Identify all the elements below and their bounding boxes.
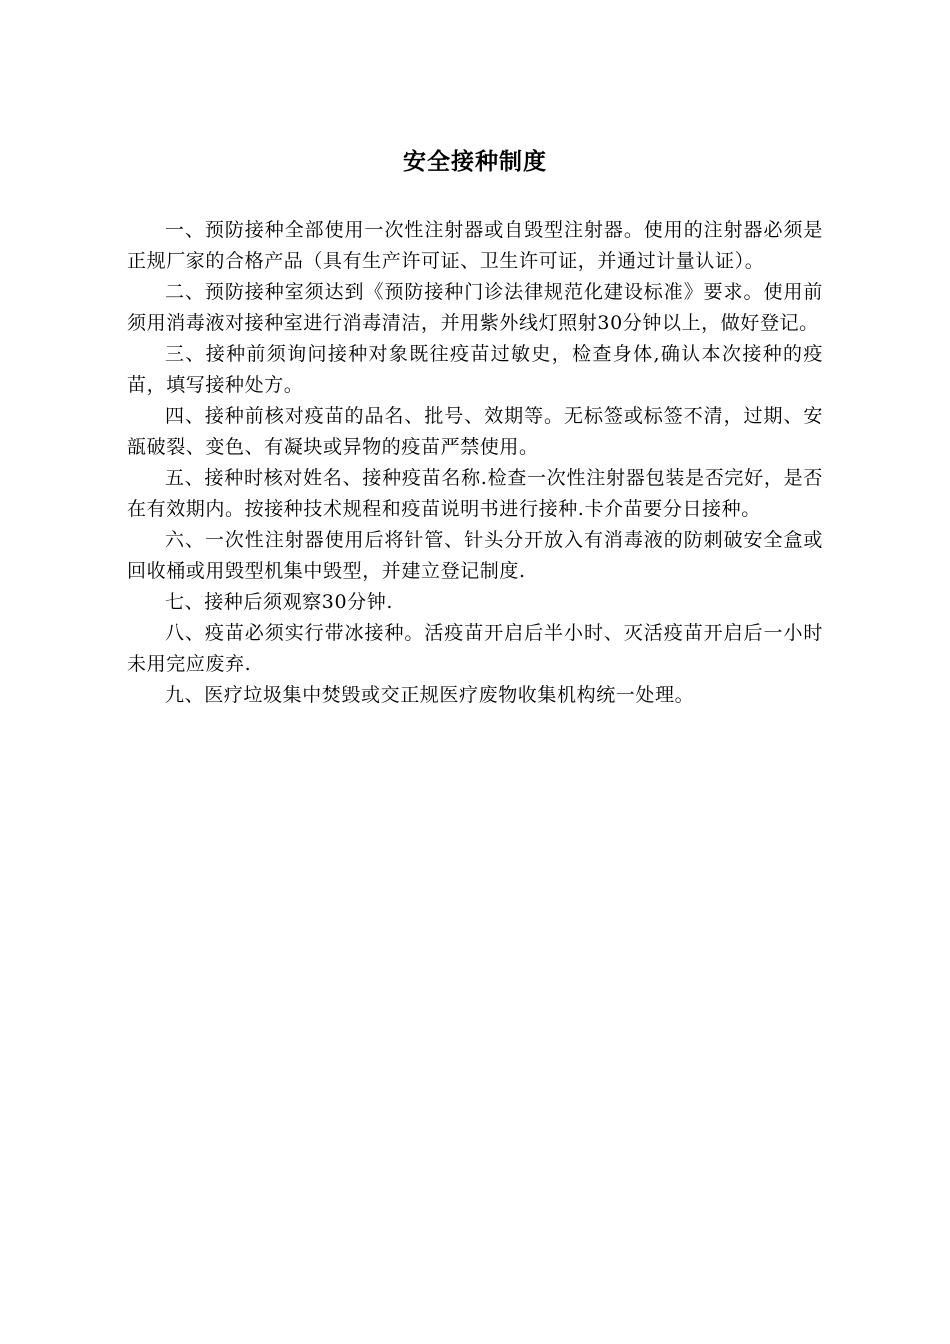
paragraph-9: 九、医疗垃圾集中焚毁或交正规医疗废物收集机构统一处理。 (165, 684, 695, 706)
paragraph-3: 三、接种前须询问接种对象既往疫苗过敏史，检查身体,确认本次接种的疫苗，填写接种处方。 (127, 343, 823, 396)
paragraph-1: 一、预防接种全部使用一次性注射器或自毁型注射器。使用的注射器必须是正规厂家的合格产品（具有生产许可证、卫生许可证，并通过计量认证）。 (127, 219, 823, 272)
document-title: 安全接种制度 (403, 149, 547, 175)
paragraph-8: 八、疫苗必须实行带冰接种。活疫苗开启后半小时、灭活疫苗开启后一小时未用完应废弃. (127, 622, 823, 675)
paragraph-4: 四、接种前核对疫苗的品名、批号、效期等。无标签或标签不清，过期、安瓿破裂、变色、有凝块或异物的疫苗严禁使用。 (127, 405, 823, 458)
document-body (127, 215, 823, 711)
paragraph-2: 二、预防接种室须达到《预防接种门诊法律规范化建设标准》要求。使用前须用消毒液对接种室进行消毒清洁，并用紫外线灯照射30分钟以上，做好登记。 (127, 281, 823, 334)
paragraph-5: 五、接种时核对姓名、接种疫苗名称.检查一次性注射器包装是否完好，是否在有效期内。按接种技术规程和疫苗说明书进行接种.卡介苗要分日接种。 (127, 467, 823, 520)
paragraph-6: 六、一次性注射器使用后将针管、针头分开放入有消毒液的防刺破安全盒或回收桶或用毁型机集中毁型，并建立登记制度. (127, 529, 823, 582)
paragraph-7: 七、接种后须观察30分钟. (165, 591, 394, 613)
